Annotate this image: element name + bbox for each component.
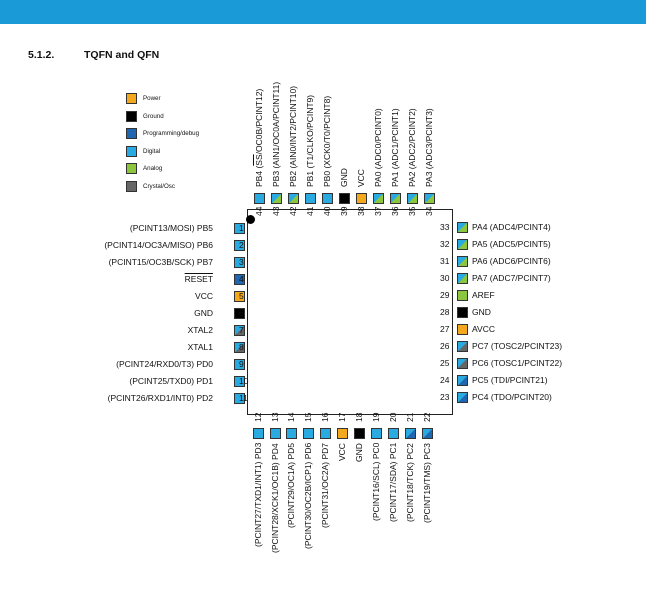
- pin-29-marker: [457, 290, 468, 301]
- pin-number: 30: [440, 273, 450, 283]
- pin-22-marker: [422, 428, 433, 439]
- pin-number: 5: [239, 291, 244, 301]
- pin-25-label: [472, 359, 562, 368]
- pin-19-marker: [371, 428, 382, 439]
- pin-name: PC1: [388, 443, 398, 460]
- legend-label: Programming/debug: [143, 130, 200, 137]
- pin-number: 10: [239, 376, 249, 386]
- pin-16-label: [321, 443, 330, 528]
- pin-number: 32: [440, 239, 450, 249]
- pin-9-label: [116, 360, 213, 369]
- legend-swatch-programming: [126, 128, 137, 139]
- pin-name: PC3: [422, 443, 432, 460]
- pin-32-label: [472, 240, 551, 249]
- pin-alt-functions: (PCINT18/TCK): [405, 459, 415, 522]
- pin-name: PD2: [196, 393, 213, 403]
- pin1-indicator-dot: [246, 215, 255, 224]
- pin-37-marker: [373, 193, 384, 204]
- pin-number: 41: [305, 206, 315, 216]
- pin-name: PC4: [472, 392, 489, 402]
- pin-29-label: [472, 291, 495, 300]
- pin-number: 37: [373, 206, 383, 216]
- pin-alt-functions: (AIN1/OC0A/PCINT11): [271, 81, 281, 171]
- pin-40-label: [323, 96, 332, 187]
- pin-2-label: [104, 241, 213, 250]
- legend-swatch-crystal: [126, 181, 137, 192]
- pin-number: 15: [303, 412, 313, 422]
- pin-13-label: [271, 443, 280, 553]
- pin-39-label: [340, 168, 349, 187]
- pin-name: PB7: [196, 257, 213, 267]
- pin-number: 31: [440, 256, 450, 266]
- pin-17-label: [338, 443, 347, 461]
- section-title: TQFN and QFN: [84, 49, 160, 61]
- pin-6-label: [194, 309, 213, 318]
- pin-number: 2: [239, 240, 244, 250]
- pin-alt-functions: (TOSC1/PCINT22): [488, 358, 563, 368]
- pin-32-marker: [457, 239, 468, 250]
- pin-alt-functions: /OC0B/PCINT12): [254, 88, 264, 155]
- pin-21-marker: [405, 428, 416, 439]
- pin-name: PA1: [390, 171, 400, 187]
- pin-name: PB1: [305, 170, 315, 187]
- pin-3-label: [109, 258, 213, 267]
- pin-alt-functions: (PCINT17/SDA): [388, 459, 398, 523]
- pin-number: 38: [356, 206, 366, 216]
- pin-33-label: [472, 223, 551, 232]
- pin-number: 29: [440, 290, 450, 300]
- pin-11-label: [108, 394, 213, 403]
- pin-name: PD3: [253, 443, 263, 460]
- legend-swatch-ground: [126, 111, 137, 122]
- pin-number: 11: [239, 393, 248, 403]
- pin-44-label: [255, 89, 264, 187]
- pin-33-marker: [457, 222, 468, 233]
- pin-alt-functions: (PCINT28/XCK1/OC1B): [270, 459, 280, 553]
- pin-name: PD7: [320, 443, 330, 460]
- legend-swatch-power: [126, 93, 137, 104]
- pin-number: 26: [440, 341, 450, 351]
- pin-43-label: [272, 82, 281, 187]
- legend-swatch-analog: [126, 163, 137, 174]
- pin-alt-functions: (ADC4/PCINT4): [487, 222, 551, 232]
- pin-40-marker: [322, 193, 333, 204]
- pin-34-label: [425, 108, 434, 187]
- pin-16-marker: [320, 428, 331, 439]
- pin-42-marker: [288, 193, 299, 204]
- legend-label: Crystal/Osc: [143, 182, 175, 190]
- pin-name: PA4: [472, 222, 488, 232]
- pin-name: GND: [354, 443, 364, 462]
- pin-alt-functions: (: [254, 165, 264, 171]
- pin-15-marker: [303, 428, 314, 439]
- pin-name: RESET: [184, 274, 213, 284]
- pin-alt-functions: (ADC6/PCINT6): [487, 256, 551, 266]
- pin-1-label: [130, 224, 213, 233]
- pin-name: PB4: [254, 170, 264, 187]
- pin-34-marker: [424, 193, 435, 204]
- pin-18-label: [355, 443, 364, 462]
- pin-alt-functions: (PCINT30/OC2B/ICP1): [303, 459, 313, 550]
- pin-30-label: [472, 274, 551, 283]
- pin-number: 43: [271, 206, 281, 216]
- pin-name: XTAL1: [187, 342, 213, 352]
- pin-37-label: [374, 108, 383, 187]
- legend-label: Analog: [143, 165, 163, 172]
- pin-alt-functions: (TDI/PCINT21): [488, 375, 548, 385]
- pin-23-marker: [457, 392, 468, 403]
- pin-name: PB2: [288, 170, 298, 187]
- pin-12-label: [254, 443, 263, 547]
- pin-23-label: [472, 393, 552, 402]
- pin-44-marker: [254, 193, 265, 204]
- pin-number: 12: [253, 412, 263, 422]
- pin-alt-functions: (PCINT25/TXD0): [129, 376, 197, 386]
- pin-alt-functions: (ADC7/PCINT7): [487, 273, 551, 283]
- pin-name: AVCC: [472, 324, 495, 334]
- pin-name: XTAL2: [187, 325, 213, 335]
- pin-number: 27: [440, 324, 450, 334]
- legend-label: Digital: [143, 147, 161, 155]
- pin-alt-functions: (PCINT29/OC1A): [286, 459, 296, 529]
- pin-alt-functions: (PCINT14/OC3A/MISO): [104, 240, 197, 250]
- pin-38-label: [357, 169, 366, 187]
- pin-alt-functions: (TOSC2/PCINT23): [488, 341, 563, 351]
- pin-alt-functions: (PCINT26/RXD1/INT0): [107, 393, 197, 403]
- pin-name: PD6: [303, 443, 313, 460]
- pin-alt-functions: (ADC3/PCINT3): [424, 108, 434, 172]
- section-number: 5.1.2.: [28, 49, 55, 61]
- pin-35-marker: [407, 193, 418, 204]
- pin-31-marker: [457, 256, 468, 267]
- pin-43-marker: [271, 193, 282, 204]
- pin-alt-functions: (T1/CLKO/PCINT9): [305, 94, 315, 171]
- pin-number: 3: [239, 257, 244, 267]
- pin-20-marker: [388, 428, 399, 439]
- pin-number: 24: [440, 375, 450, 385]
- pin-number: 19: [371, 412, 381, 422]
- pin-name: PA6: [472, 256, 488, 266]
- pin-36-label: [391, 108, 400, 187]
- pin-name: PA5: [472, 239, 488, 249]
- pin-35-label: [408, 108, 417, 187]
- legend-label: Power: [143, 95, 161, 102]
- pin-name: PB6: [196, 240, 213, 250]
- pin-number: 16: [320, 412, 330, 422]
- pin-number: 22: [422, 412, 432, 422]
- pin-25-marker: [457, 358, 468, 369]
- chip-package: [247, 206, 453, 415]
- pin-number: 17: [337, 412, 347, 422]
- pin-number: 35: [407, 206, 417, 216]
- pin-name: VCC: [337, 443, 347, 461]
- pin-number: 34: [424, 206, 434, 216]
- pin-alt-functions: (ADC0/PCINT0): [373, 108, 383, 172]
- pin-number: 42: [288, 206, 298, 216]
- pin-alt-functions: (PCINT15/OC3B/SCK): [108, 257, 197, 267]
- pin-name: AREF: [472, 290, 495, 300]
- pin-7-label: [188, 326, 213, 335]
- pin-27-marker: [457, 324, 468, 335]
- pin-name: PA7: [472, 273, 488, 283]
- pin-number: 44: [254, 206, 264, 216]
- pin-number: 28: [440, 307, 450, 317]
- pin-name: PA2: [407, 171, 417, 187]
- pin-number: 23: [440, 392, 450, 402]
- pin-28-label: [472, 308, 491, 317]
- pin-14-marker: [286, 428, 297, 439]
- pin-alt-functions: $\overline{SS}$: [254, 154, 264, 166]
- pin-41-label: [306, 95, 315, 187]
- pin-name: PC6: [472, 358, 489, 368]
- pin-39-marker: [339, 193, 350, 204]
- pin-name: PD5: [286, 443, 296, 460]
- pin-number: 36: [390, 206, 400, 216]
- pin-10-label: [129, 377, 213, 386]
- pin-41-marker: [305, 193, 316, 204]
- pin-26-marker: [457, 341, 468, 352]
- pin-14-label: [287, 443, 296, 528]
- pin-27-label: [472, 325, 495, 334]
- pin-name: VCC: [195, 291, 213, 301]
- pin-19-label: [372, 443, 381, 521]
- pin-alt-functions: (XCK0/T0/PCINT8): [322, 95, 332, 171]
- pin-number: 25: [440, 358, 450, 368]
- pin-38-marker: [356, 193, 367, 204]
- legend-label: Ground: [143, 112, 164, 120]
- pin-name: PC5: [472, 375, 489, 385]
- pin-number: 21: [405, 412, 415, 422]
- pin-20-label: [389, 443, 398, 522]
- pin-number: 4: [239, 274, 244, 284]
- pin-8-label: [188, 343, 213, 352]
- pin-30-marker: [457, 273, 468, 284]
- pin-number: 14: [286, 412, 296, 422]
- pin-name: GND: [194, 308, 213, 318]
- pin-name: PB3: [271, 170, 281, 187]
- pin-name: PC0: [371, 443, 381, 460]
- pin-5-label: [195, 292, 213, 301]
- pin-number: 1: [239, 223, 244, 233]
- pin-number: 6: [239, 308, 244, 318]
- pin-18-marker: [354, 428, 365, 439]
- legend-swatch-digital: [126, 146, 137, 157]
- pin-17-marker: [337, 428, 348, 439]
- pin-13-marker: [270, 428, 281, 439]
- section-heading: [28, 49, 159, 61]
- pin-24-label: [472, 376, 548, 385]
- pin-alt-functions: (PCINT24/RXD0/T3): [116, 359, 197, 369]
- pin-name: PB5: [196, 223, 213, 233]
- pin-42-label: [289, 86, 298, 187]
- pin-alt-functions: (PCINT13/MOSI): [129, 223, 197, 233]
- pin-alt-functions: (AIN0/INT2/PCINT10): [288, 85, 298, 171]
- pin-name: PD4: [270, 443, 280, 460]
- pin-31-label: [472, 257, 551, 266]
- pin-name: PB0: [322, 170, 332, 187]
- pin-name: PA0: [373, 171, 383, 187]
- pin-24-marker: [457, 375, 468, 386]
- pin-4-label: [185, 275, 213, 284]
- pin-alt-functions: (ADC2/PCINT2): [407, 108, 417, 172]
- pin-alt-functions: (ADC5/PCINT5): [487, 239, 551, 249]
- pin-name: PC2: [405, 443, 415, 460]
- pin-number: 7: [239, 325, 244, 335]
- pin-12-marker: [253, 428, 264, 439]
- pin-name: GND: [472, 307, 491, 317]
- pin-number: 20: [388, 412, 398, 422]
- pin-number: 8: [239, 342, 244, 352]
- pin-15-label: [304, 443, 313, 549]
- document-header-bar: [0, 0, 646, 24]
- pin-alt-functions: (PCINT31/OC2A): [320, 459, 330, 529]
- pin-name: PD1: [196, 376, 213, 386]
- pin-number: 13: [270, 412, 280, 422]
- pin-number: 33: [440, 222, 450, 232]
- pin-alt-functions: (PCINT27/TXD1/INT1): [253, 459, 263, 548]
- pin-number: 40: [322, 206, 332, 216]
- pin-name: PA3: [424, 171, 434, 187]
- pin-number: 39: [339, 206, 349, 216]
- pin-name: GND: [339, 168, 349, 187]
- pin-36-marker: [390, 193, 401, 204]
- pin-26-label: [472, 342, 562, 351]
- pin-name: PC7: [472, 341, 489, 351]
- pin-alt-functions: (ADC1/PCINT1): [390, 108, 400, 172]
- pin-alt-functions: (TDO/PCINT20): [488, 392, 552, 402]
- pin-number: 9: [239, 359, 244, 369]
- pin-name: PD0: [196, 359, 213, 369]
- pin-alt-functions: (PCINT19/TMS): [422, 459, 432, 523]
- pin-alt-functions: (PCINT16/SCL): [371, 459, 381, 522]
- pin-number: 18: [354, 412, 364, 422]
- pin-21-label: [406, 443, 415, 522]
- pin-28-marker: [457, 307, 468, 318]
- pin-22-label: [423, 443, 432, 523]
- pin-name: VCC: [356, 169, 366, 187]
